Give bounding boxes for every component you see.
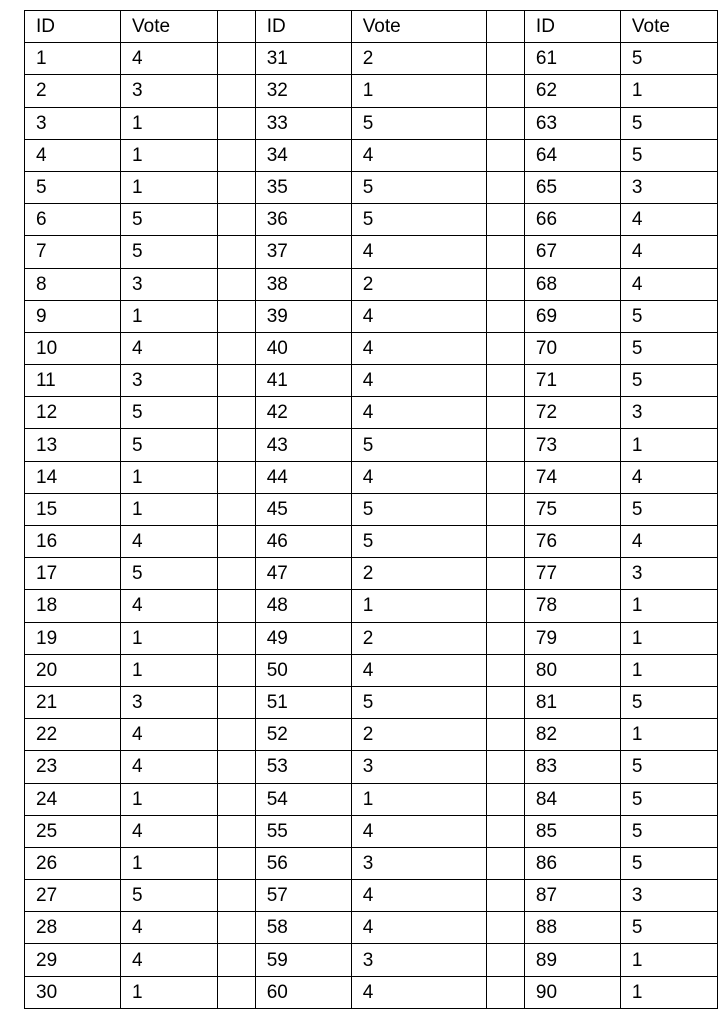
vote-cell: 5 [351, 493, 487, 525]
id-cell: 41 [255, 365, 351, 397]
table-row [25, 526, 718, 558]
id-cell: 28 [25, 912, 121, 944]
vote-cell: 3 [351, 847, 487, 879]
spacer-cell [487, 332, 525, 364]
id-cell: 35 [255, 171, 351, 203]
vote-cell: 2 [351, 43, 487, 75]
spacer-cell [218, 75, 256, 107]
vote-cell: 1 [121, 783, 218, 815]
id-header-cell: ID [524, 11, 620, 43]
vote-cell: 5 [620, 300, 717, 332]
id-cell: 6 [25, 204, 121, 236]
vote-cell: 1 [121, 847, 218, 879]
id-cell: 43 [255, 429, 351, 461]
vote-cell: 5 [121, 204, 218, 236]
vote-cell: 1 [121, 171, 218, 203]
vote-cell: 3 [121, 268, 218, 300]
spacer-cell [218, 783, 256, 815]
id-cell: 37 [255, 236, 351, 268]
table-row [25, 783, 718, 815]
spacer-cell [487, 236, 525, 268]
vote-cell: 1 [121, 622, 218, 654]
id-cell: 14 [25, 461, 121, 493]
spacer-cell [218, 880, 256, 912]
spacer-cell [218, 526, 256, 558]
vote-header-cell: Vote [620, 11, 717, 43]
vote-cell: 3 [121, 75, 218, 107]
vote-cell: 5 [620, 783, 717, 815]
spacer-cell [487, 880, 525, 912]
id-cell: 20 [25, 654, 121, 686]
vote-cell: 4 [351, 912, 487, 944]
id-cell: 81 [524, 686, 620, 718]
vote-cell: 4 [351, 332, 487, 364]
id-cell: 10 [25, 332, 121, 364]
vote-header-cell: Vote [351, 11, 487, 43]
spacer-cell [487, 75, 525, 107]
id-cell: 25 [25, 815, 121, 847]
id-cell: 4 [25, 139, 121, 171]
vote-cell: 5 [121, 236, 218, 268]
spacer-cell [218, 171, 256, 203]
vote-cell: 1 [620, 976, 717, 1008]
id-cell: 26 [25, 847, 121, 879]
table-row [25, 880, 718, 912]
id-cell: 61 [524, 43, 620, 75]
id-cell: 45 [255, 493, 351, 525]
id-cell: 30 [25, 976, 121, 1008]
vote-cell: 3 [620, 397, 717, 429]
id-cell: 15 [25, 493, 121, 525]
id-cell: 24 [25, 783, 121, 815]
id-cell: 13 [25, 429, 121, 461]
id-cell: 9 [25, 300, 121, 332]
id-cell: 73 [524, 429, 620, 461]
id-cell: 44 [255, 461, 351, 493]
spacer-cell [487, 268, 525, 300]
table-row [25, 622, 718, 654]
spacer-cell [487, 912, 525, 944]
vote-cell: 1 [121, 654, 218, 686]
vote-cell: 5 [121, 429, 218, 461]
table-row [25, 654, 718, 686]
vote-cell: 4 [351, 976, 487, 1008]
spacer-cell [487, 751, 525, 783]
spacer-cell [218, 43, 256, 75]
id-cell: 11 [25, 365, 121, 397]
id-cell: 34 [255, 139, 351, 171]
table-row [25, 751, 718, 783]
vote-cell: 4 [351, 365, 487, 397]
spacer-cell [487, 944, 525, 976]
vote-cell: 1 [620, 719, 717, 751]
table-row [25, 944, 718, 976]
id-header-cell: ID [25, 11, 121, 43]
spacer-cell [218, 204, 256, 236]
spacer-cell [218, 429, 256, 461]
id-cell: 54 [255, 783, 351, 815]
vote-cell: 5 [351, 429, 487, 461]
id-cell: 19 [25, 622, 121, 654]
id-cell: 90 [524, 976, 620, 1008]
spacer-cell [487, 590, 525, 622]
vote-cell: 5 [620, 365, 717, 397]
id-cell: 82 [524, 719, 620, 751]
spacer-cell [218, 558, 256, 590]
id-cell: 21 [25, 686, 121, 718]
spacer-cell [487, 719, 525, 751]
vote-cell: 4 [351, 815, 487, 847]
spacer-cell [218, 107, 256, 139]
vote-header-cell: Vote [121, 11, 218, 43]
vote-cell: 5 [351, 204, 487, 236]
spacer-cell [487, 847, 525, 879]
id-cell: 80 [524, 654, 620, 686]
vote-cell: 4 [620, 461, 717, 493]
table-row [25, 719, 718, 751]
vote-cell: 5 [620, 107, 717, 139]
table-row [25, 43, 718, 75]
spacer-cell [218, 751, 256, 783]
spacer-cell [487, 204, 525, 236]
id-cell: 48 [255, 590, 351, 622]
vote-cell: 1 [351, 590, 487, 622]
id-cell: 31 [255, 43, 351, 75]
id-cell: 86 [524, 847, 620, 879]
id-cell: 77 [524, 558, 620, 590]
table-row [25, 332, 718, 364]
id-cell: 18 [25, 590, 121, 622]
id-cell: 8 [25, 268, 121, 300]
id-cell: 7 [25, 236, 121, 268]
table-row [25, 493, 718, 525]
table-row [25, 590, 718, 622]
id-cell: 65 [524, 171, 620, 203]
spacer-cell [487, 461, 525, 493]
vote-cell: 4 [351, 300, 487, 332]
vote-cell: 5 [351, 526, 487, 558]
spacer-cell [218, 976, 256, 1008]
vote-cell: 3 [351, 944, 487, 976]
vote-cell: 1 [620, 622, 717, 654]
votes-table [24, 10, 718, 1009]
vote-cell: 5 [620, 493, 717, 525]
vote-cell: 5 [620, 686, 717, 718]
spacer-cell [218, 461, 256, 493]
id-cell: 89 [524, 944, 620, 976]
vote-cell: 4 [351, 139, 487, 171]
vote-cell: 4 [620, 236, 717, 268]
id-cell: 85 [524, 815, 620, 847]
table-row [25, 686, 718, 718]
id-cell: 27 [25, 880, 121, 912]
vote-cell: 3 [121, 686, 218, 718]
vote-cell: 1 [121, 107, 218, 139]
table-row [25, 397, 718, 429]
spacer-cell [487, 783, 525, 815]
spacer-cell [218, 719, 256, 751]
spacer-cell [218, 236, 256, 268]
vote-cell: 4 [620, 204, 717, 236]
table-row [25, 139, 718, 171]
vote-cell: 4 [121, 526, 218, 558]
vote-cell: 5 [620, 751, 717, 783]
vote-cell: 4 [121, 719, 218, 751]
vote-cell: 1 [121, 300, 218, 332]
spacer-cell [487, 493, 525, 525]
id-cell: 36 [255, 204, 351, 236]
spacer-cell [218, 139, 256, 171]
spacer-cell [487, 622, 525, 654]
vote-cell: 4 [620, 268, 717, 300]
vote-cell: 5 [351, 107, 487, 139]
id-cell: 70 [524, 332, 620, 364]
id-cell: 64 [524, 139, 620, 171]
vote-cell: 4 [351, 397, 487, 429]
vote-cell: 2 [351, 622, 487, 654]
table-row [25, 300, 718, 332]
vote-cell: 4 [351, 236, 487, 268]
vote-cell: 1 [351, 783, 487, 815]
id-cell: 79 [524, 622, 620, 654]
id-cell: 29 [25, 944, 121, 976]
id-cell: 46 [255, 526, 351, 558]
spacer-cell [487, 43, 525, 75]
spacer-cell [218, 815, 256, 847]
spacer-cell [487, 139, 525, 171]
vote-cell: 3 [620, 880, 717, 912]
vote-cell: 1 [620, 654, 717, 686]
table-row [25, 171, 718, 203]
vote-cell: 3 [620, 558, 717, 590]
id-cell: 12 [25, 397, 121, 429]
id-cell: 39 [255, 300, 351, 332]
vote-cell: 3 [351, 751, 487, 783]
table-header-row [25, 11, 718, 43]
vote-cell: 2 [351, 268, 487, 300]
id-cell: 2 [25, 75, 121, 107]
id-cell: 62 [524, 75, 620, 107]
id-cell: 63 [524, 107, 620, 139]
spacer-cell [487, 976, 525, 1008]
vote-cell: 4 [121, 751, 218, 783]
id-cell: 49 [255, 622, 351, 654]
id-cell: 16 [25, 526, 121, 558]
spacer-cell [218, 912, 256, 944]
id-cell: 84 [524, 783, 620, 815]
spacer-cell [218, 654, 256, 686]
table-row [25, 912, 718, 944]
spacer-cell [218, 332, 256, 364]
spacer-cell [487, 365, 525, 397]
spacer-cell [218, 365, 256, 397]
table-row [25, 815, 718, 847]
vote-cell: 4 [121, 590, 218, 622]
id-cell: 57 [255, 880, 351, 912]
vote-cell: 4 [121, 43, 218, 75]
spacer-cell [487, 686, 525, 718]
vote-cell: 5 [620, 43, 717, 75]
spacer-header-cell [487, 11, 525, 43]
table-row [25, 429, 718, 461]
vote-cell: 1 [121, 461, 218, 493]
spacer-cell [218, 847, 256, 879]
id-cell: 1 [25, 43, 121, 75]
vote-cell: 4 [351, 654, 487, 686]
table-row [25, 976, 718, 1008]
table-row [25, 847, 718, 879]
id-cell: 60 [255, 976, 351, 1008]
vote-cell: 2 [351, 719, 487, 751]
vote-cell: 2 [351, 558, 487, 590]
spacer-cell [218, 622, 256, 654]
id-cell: 69 [524, 300, 620, 332]
vote-cell: 4 [620, 526, 717, 558]
id-cell: 40 [255, 332, 351, 364]
id-cell: 58 [255, 912, 351, 944]
id-cell: 68 [524, 268, 620, 300]
spacer-cell [487, 526, 525, 558]
table-row [25, 204, 718, 236]
vote-cell: 5 [620, 139, 717, 171]
table-row [25, 75, 718, 107]
vote-cell: 5 [121, 397, 218, 429]
table-row [25, 365, 718, 397]
vote-cell: 4 [351, 880, 487, 912]
id-cell: 59 [255, 944, 351, 976]
vote-cell: 1 [620, 75, 717, 107]
spacer-cell [218, 397, 256, 429]
table-row [25, 236, 718, 268]
vote-cell: 5 [620, 332, 717, 364]
spacer-cell [487, 171, 525, 203]
id-cell: 23 [25, 751, 121, 783]
table-row [25, 558, 718, 590]
vote-cell: 4 [121, 912, 218, 944]
spacer-cell [218, 944, 256, 976]
spacer-cell [487, 107, 525, 139]
vote-cell: 5 [351, 171, 487, 203]
vote-cell: 1 [351, 75, 487, 107]
spacer-cell [218, 268, 256, 300]
id-cell: 75 [524, 493, 620, 525]
id-cell: 3 [25, 107, 121, 139]
vote-cell: 1 [620, 590, 717, 622]
vote-cell: 5 [620, 847, 717, 879]
vote-cell: 5 [620, 912, 717, 944]
id-cell: 51 [255, 686, 351, 718]
spacer-cell [487, 397, 525, 429]
spacer-cell [487, 429, 525, 461]
spacer-cell [218, 300, 256, 332]
spacer-cell [487, 654, 525, 686]
id-cell: 53 [255, 751, 351, 783]
spacer-cell [218, 493, 256, 525]
id-cell: 32 [255, 75, 351, 107]
spacer-cell [487, 815, 525, 847]
spacer-cell [218, 686, 256, 718]
id-cell: 76 [524, 526, 620, 558]
id-cell: 52 [255, 719, 351, 751]
id-cell: 42 [255, 397, 351, 429]
id-cell: 5 [25, 171, 121, 203]
id-cell: 83 [524, 751, 620, 783]
id-cell: 87 [524, 880, 620, 912]
spacer-cell [218, 590, 256, 622]
vote-cell: 1 [620, 944, 717, 976]
id-cell: 56 [255, 847, 351, 879]
id-cell: 74 [524, 461, 620, 493]
vote-cell: 5 [121, 880, 218, 912]
vote-cell: 4 [121, 815, 218, 847]
id-cell: 66 [524, 204, 620, 236]
id-cell: 72 [524, 397, 620, 429]
vote-cell: 3 [121, 365, 218, 397]
id-cell: 17 [25, 558, 121, 590]
id-cell: 71 [524, 365, 620, 397]
vote-cell: 5 [121, 558, 218, 590]
id-header-cell: ID [255, 11, 351, 43]
table-row [25, 461, 718, 493]
vote-cell: 5 [620, 815, 717, 847]
id-cell: 55 [255, 815, 351, 847]
vote-cell: 1 [121, 493, 218, 525]
vote-cell: 1 [620, 429, 717, 461]
vote-cell: 1 [121, 976, 218, 1008]
id-cell: 38 [255, 268, 351, 300]
spacer-cell [487, 558, 525, 590]
table-row [25, 107, 718, 139]
id-cell: 47 [255, 558, 351, 590]
vote-cell: 1 [121, 139, 218, 171]
id-cell: 78 [524, 590, 620, 622]
id-cell: 22 [25, 719, 121, 751]
id-cell: 33 [255, 107, 351, 139]
vote-cell: 4 [351, 461, 487, 493]
table-row [25, 268, 718, 300]
vote-cell: 4 [121, 332, 218, 364]
vote-cell: 5 [351, 686, 487, 718]
id-cell: 50 [255, 654, 351, 686]
spacer-cell [487, 300, 525, 332]
id-cell: 67 [524, 236, 620, 268]
id-cell: 88 [524, 912, 620, 944]
vote-cell: 3 [620, 171, 717, 203]
spacer-header-cell [218, 11, 256, 43]
vote-cell: 4 [121, 944, 218, 976]
